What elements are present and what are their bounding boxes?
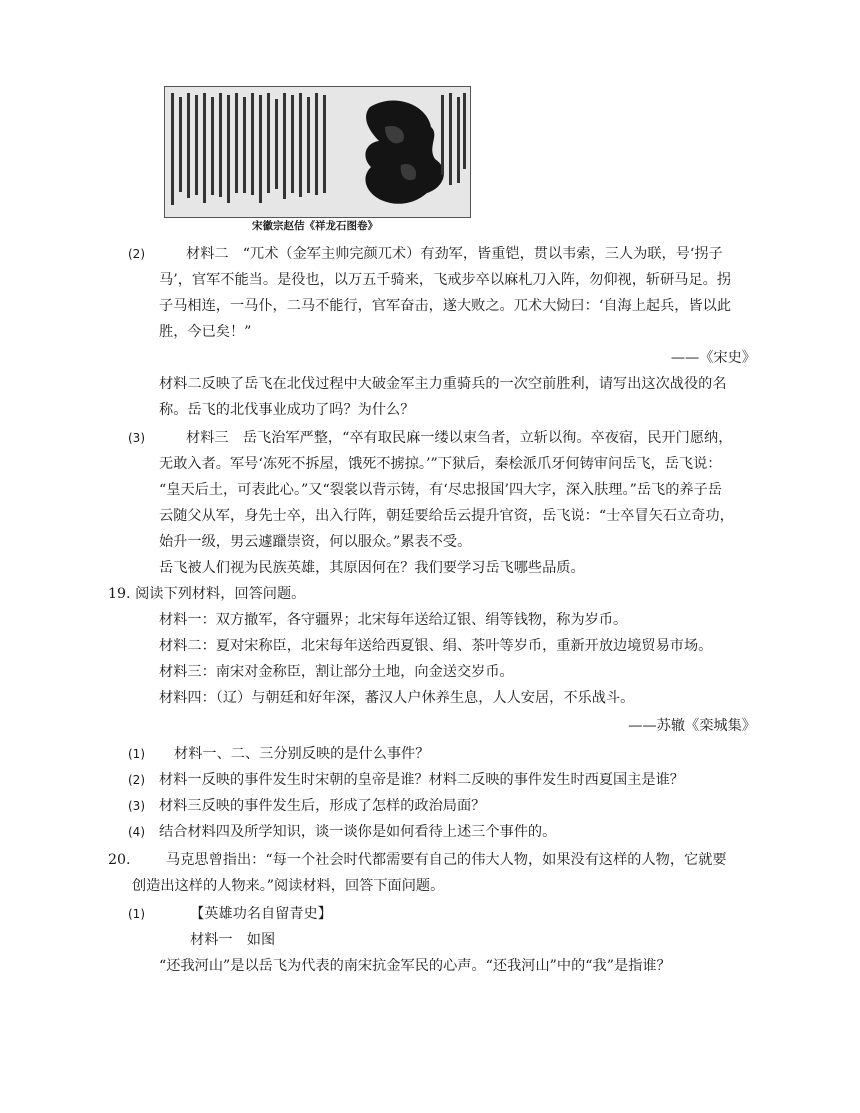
question-line: 岳飞被人们视为民族英雄，其原因何在？我们要学习岳飞哪些品质。 [159, 560, 585, 576]
material-line: 材料三 岳飞治军严整，“卒有取民麻一缕以束刍者，立斩以徇。卒夜宿，民开门愿纳， [186, 430, 733, 446]
painting-illustration [165, 87, 470, 217]
material-line: 无敢入者。军号‘冻死不拆屋，饿死不掳掠。’”下狱后，秦桧派爪牙何铸审问岳飞，岳飞说： [159, 456, 722, 472]
material-line: “皇天后土，可表此心。”又“裂裳以背示铸，有‘尽忠报国’四大字，深入肤理。”岳飞的养子岳 [159, 482, 722, 498]
sub-question-text: 材料一反映的事件发生时宋朝的皇帝是谁？材料二反映的事件发生时西夏国主是谁？ [159, 772, 684, 788]
section-heading: 【英雄功名自留青史】 [190, 906, 332, 922]
question-line: “还我河山”是以岳飞为代表的南宋抗金军民的心声。“还我河山”中的“我”是指谁？ [159, 958, 671, 974]
sub-question-number: (4) [128, 825, 145, 839]
material-line: 子马相连，一马仆，二马不能行，官军奋击，遂大败之。兀术大恸曰：‘自海上起兵，皆以此 [159, 298, 732, 314]
material-line: 材料二 “兀术（金军主帅完颜兀术）有劲军，皆重铠，贯以韦索，三人为联，号‘拐子 [186, 246, 723, 262]
material-line: 云随父从军，身先士卒，出入行阵，朝廷要给岳云提升官资，岳飞说：“士卒冒矢石立奇功， [159, 508, 734, 524]
material-line: 材料三：南宋对金称臣，割让部分土地，向金送交岁币。 [159, 664, 514, 680]
sub-question-text: 材料三反映的事件发生后，形成了怎样的政治局面？ [159, 798, 486, 814]
material-line: 始升一级，男云遽躐崇资，何以服众。”累表不受。 [159, 534, 472, 550]
sub-question-text: 结合材料四及所学知识，谈一谈你是如何看待上述三个事件的。 [159, 824, 557, 840]
question-line: 称。岳飞的北伐事业成功了吗？为什么？ [159, 402, 415, 418]
source-citation: ——《宋史》 [670, 350, 756, 366]
question-stem: 创造出这样的人物来。”阅读材料，回答下面问题。 [132, 878, 445, 894]
sub-question-number: (1) [128, 747, 145, 761]
sub-question-number: (3) [128, 431, 145, 445]
question-line: 材料二反映了岳飞在北伐过程中大破金军主力重骑兵的一次空前胜利，请写出这次战役的名 [159, 376, 727, 392]
sub-question-number: (2) [128, 247, 145, 261]
source-citation: ——苏辙《栾城集》 [628, 718, 756, 734]
question-stem: 马克思曾指出：“每一个社会时代都需要有自己的伟大人物，如果没有这样的人物，它就要 [166, 852, 727, 868]
painting-image [164, 86, 471, 218]
question-stem: 19. 阅读下列材料，回答问题。 [108, 586, 306, 602]
sub-question-text: 材料一、二、三分别反映的是什么事件？ [174, 746, 430, 762]
sub-question-number: (2) [128, 773, 145, 787]
sub-question-number: (1) [128, 907, 145, 921]
figure-caption: 宋徽宗赵佶《祥龙石图卷》 [252, 220, 378, 232]
sub-question-number: (3) [128, 799, 145, 813]
question-number: 20. [108, 852, 131, 868]
material-line: 材料一 如图 [190, 932, 276, 948]
material-line: 胜，今已矣！” [159, 324, 252, 340]
material-line: 马’，官军不能当。是役也，以万五千骑来，飞戒步卒以麻札刀入阵，勿仰视，斩研马足。拐 [159, 272, 732, 288]
material-line: 材料二：夏对宋称臣，北宋每年送给西夏银、绢、茶叶等岁币，重新开放边境贸易市场。 [159, 638, 713, 654]
material-line: 材料一：双方撤军，各守疆界；北宋每年送给辽银、绢等钱物，称为岁币。 [159, 612, 628, 628]
material-line: 材料四：（辽）与朝廷和好年深，蕃汉人户休养生息，人人安居，不乐战斗。 [159, 690, 635, 706]
